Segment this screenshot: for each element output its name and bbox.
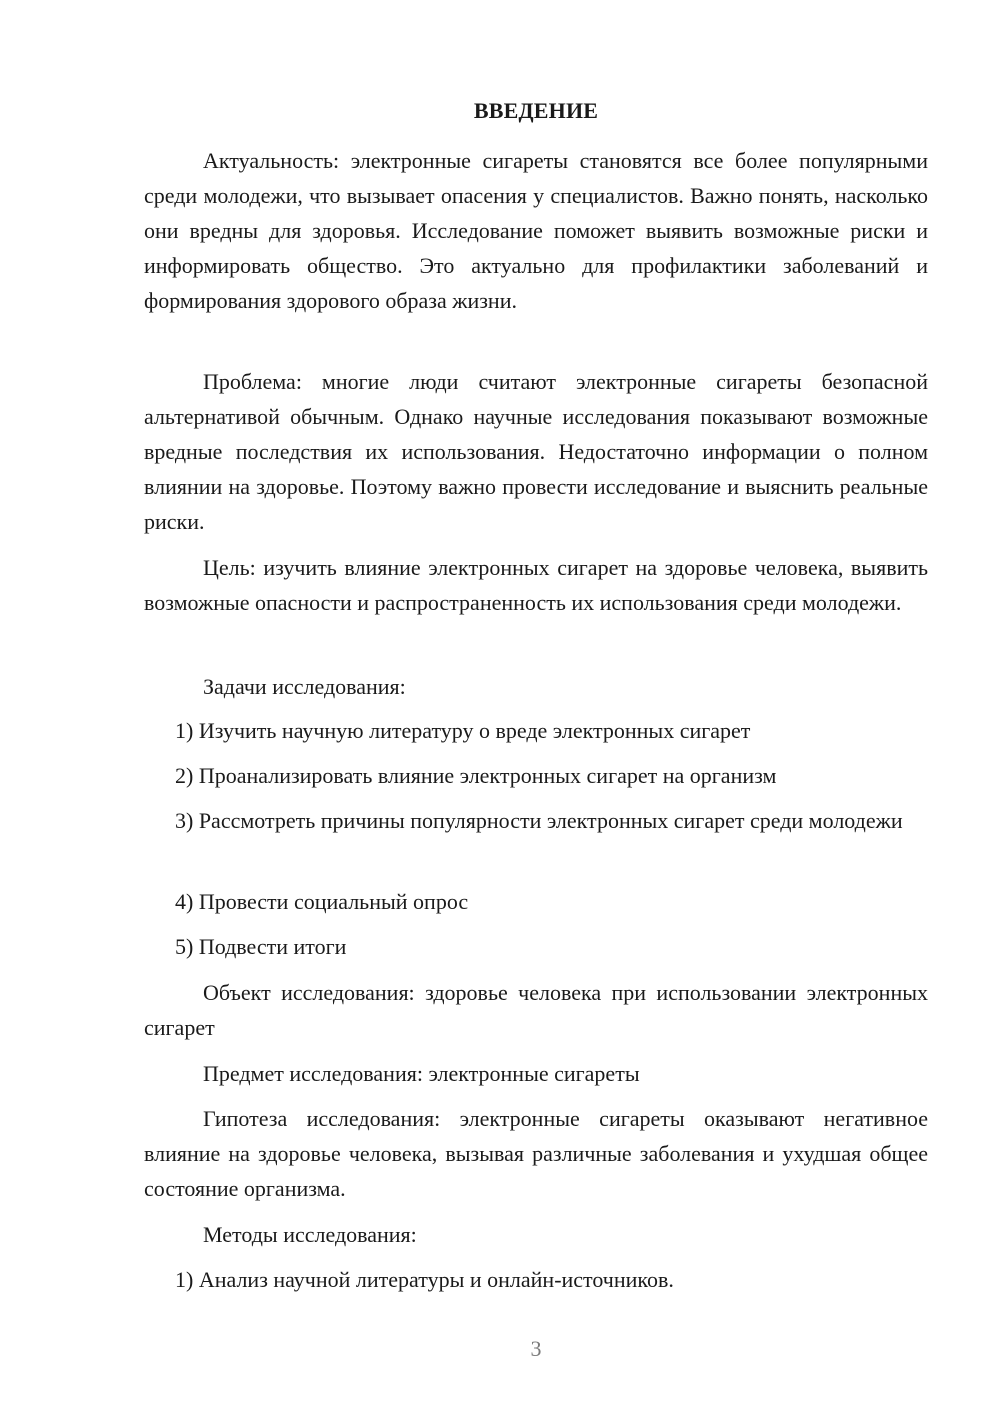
paragraph-goal: Цель: изучить влияние электронных сигарет на здоровье человека, выявить возможные опасности и распространенность их использования среди молодежи. [144, 555, 928, 615]
paragraph-object: Объект исследования: здоровье человека при использовании электронных сигарет [144, 980, 928, 1040]
page-title: ВВЕДЕНИЕ [473, 98, 599, 123]
tasks-heading: Задачи исследования: [203, 674, 406, 699]
methods-heading: Методы исследования: [203, 1222, 417, 1247]
page-number: 3 [530, 1336, 542, 1361]
task-item-4: 4) Провести социальный опрос [175, 889, 469, 914]
paragraph-relevance: Актуальность: электронные сигареты становятся все более популярными среди молодежи, что вызывает опасения у специалистов. Важно понять, насколько они вредны для здоровья. Исследование поможет выявить возможные риски и информировать общество. Это актуально для профилактики заболеваний и формирования здорового образа жизни. [144, 148, 928, 313]
task-item-1: 1) Изучить научную литературу о вреде электронных сигарет [175, 718, 751, 743]
paragraph-problem: Проблема: многие люди считают электронные сигареты безопасной альтернативой обычным. Однако научные исследования показывают возможные вредные последствия их использования. Недостаточно информации о полном влиянии на здоровье. Поэтому важно провести исследование и выяснить реальные риски. [144, 369, 928, 534]
task-item-3: 3) Рассмотреть причины популярности электронных сигарет среди молодежи [175, 808, 903, 833]
paragraph-subject: Предмет исследования: электронные сигареты [203, 1061, 640, 1086]
task-item-2: 2) Проанализировать влияние электронных сигарет на организм [175, 763, 777, 788]
task-item-5: 5) Подвести итоги [175, 934, 347, 959]
method-item-1: 1) Анализ научной литературы и онлайн-источников. [175, 1267, 674, 1292]
paragraph-hypothesis: Гипотеза исследования: электронные сигареты оказывают негативное влияние на здоровье человека, вызывая различные заболевания и ухудшая общее состояние организма. [144, 1106, 928, 1201]
